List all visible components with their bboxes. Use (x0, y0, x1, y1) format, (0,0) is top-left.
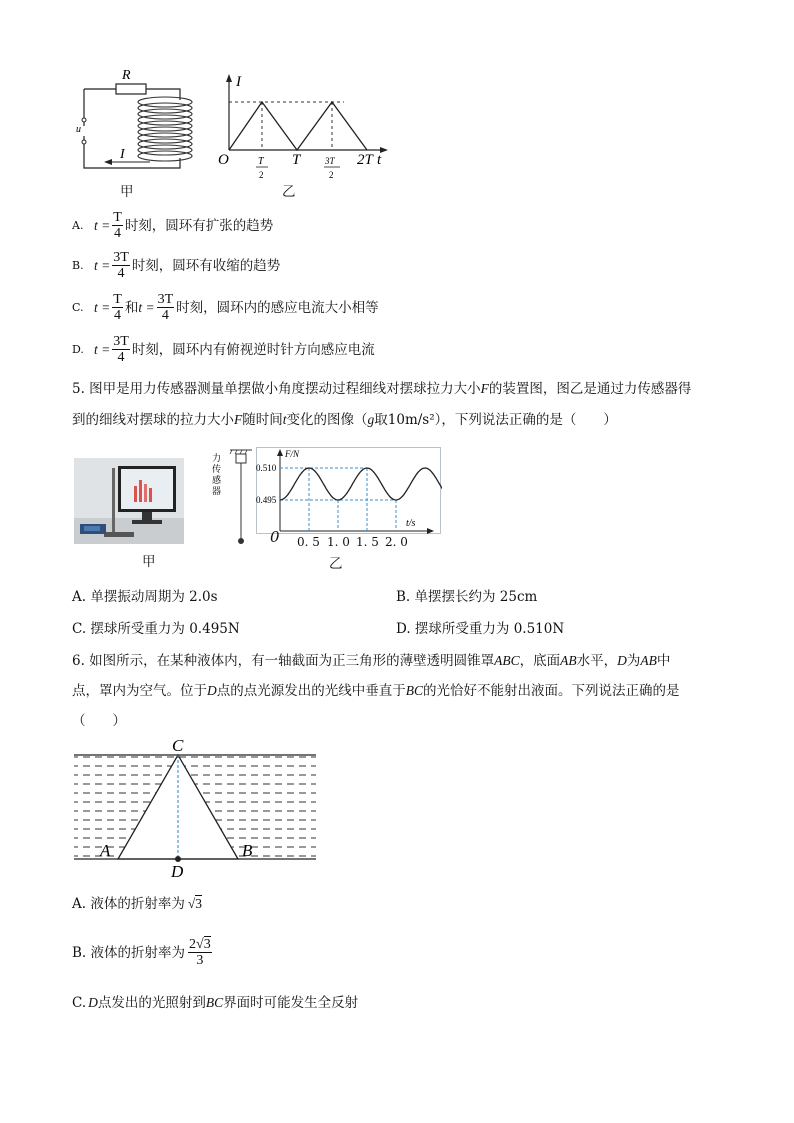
tick-two-t: 2T (357, 152, 373, 168)
q5-figure-yi-label: 乙 (329, 556, 343, 572)
q6-option-c: C. D点发出的光照射到BC界面时可能发生全反射 (72, 995, 359, 1011)
q5-stem-line2: 到的细线对摆球的拉力大小F随时间t变化的图像（g取10m/s²），下列说法正确的是（ ） (72, 412, 617, 428)
q5-option-c: C. 摆球所受重力为 0.495N (72, 621, 240, 637)
tick-half-t-den: 2 (259, 170, 264, 180)
force-x-tick-3: 1. 5 (356, 535, 379, 549)
q5-option-a: A. 单摆振动周期为 2.0s (72, 589, 218, 605)
resistor-label: R (122, 68, 131, 83)
q6-option-a: A. 液体的折射率为 √3 (72, 896, 203, 912)
q6-stem-line1: 6. 如图所示，在某种液体内，有一轴截面为正三角形的薄壁透明圆锥罩ABC，底面AB水平，D为AB中 (72, 653, 671, 669)
force-time-graph (256, 447, 442, 547)
graph-t-axis: t (377, 152, 382, 168)
sensor-char-3: 感 (212, 475, 222, 485)
force-x-tick-1: 0. 5 (297, 535, 320, 549)
force-y-high: 0.510 (256, 463, 277, 473)
q4-option-d: D. t = $\frac{3T}{4}$ 时刻，圆环内有俯视逆时针方向感应电流 (72, 334, 375, 365)
q6-stem-line3: （ ） (72, 713, 126, 729)
figure-yi-label: 乙 (282, 184, 296, 200)
q6-option-b: B. 液体的折射率为 $\frac{2√3}{3}$ (72, 937, 211, 968)
current-graph (214, 70, 394, 185)
sensor-char-2: 传 (212, 464, 222, 474)
tick-t: T (292, 152, 301, 168)
tick-three-half-num: 3T (325, 156, 335, 166)
sensor-char-1: 力 (212, 453, 222, 463)
q5-option-b: B. 单摆摆长约为 25cm (396, 589, 538, 605)
figure-jia-label: 甲 (120, 184, 134, 200)
force-x-tick-2: 1. 0 (327, 535, 350, 549)
q5-figure-jia-label: 甲 (142, 554, 156, 570)
current-label: I (120, 147, 125, 162)
cone-label-c: C (172, 736, 184, 755)
cone-label-b: B (242, 841, 253, 860)
voltage-label: u (76, 124, 81, 135)
pendulum-apparatus-photo (74, 458, 184, 544)
force-y-low: 0.495 (256, 495, 277, 505)
force-x-tick-4: 2. 0 (385, 535, 408, 549)
graph-origin: O (218, 152, 229, 168)
cone-label-a: A (100, 841, 111, 860)
q4-option-a: A. t = $\frac{T}{4}$ 时刻，圆环有扩张的趋势 (72, 210, 274, 241)
cone-label-d: D (171, 862, 184, 880)
tick-half-t: T (258, 156, 264, 167)
q4-option-c: C. t = $\frac{T}{4}$ 和 t = $\frac{3T}{4}$ 时刻，圆环内的感应电流大小相等 (72, 292, 379, 323)
graph-i-axis: I (236, 74, 241, 90)
q5-option-d: D. 摆球所受重力为 0.510N (396, 621, 565, 637)
q6-stem-line2: 点，罩内为空气。位于D点的点光源发出的光线中垂直于BC的光恰好不能射出液面。下列说法正确的是 (72, 683, 680, 699)
q5-stem-line1: 5. 图甲是用力传感器测量单摆做小角度摆动过程细线对摆球拉力大小F的装置图，图乙是通过力传感器得 (72, 381, 692, 397)
circuit-figure (70, 62, 220, 182)
q4-option-b: B. t = $\frac{3T}{4}$ 时刻，圆环有收缩的趋势 (72, 250, 281, 281)
tick-three-half-den: 2 (329, 170, 334, 180)
force-sensor-pendulum (208, 447, 256, 547)
force-origin: 0 (270, 528, 280, 546)
sensor-char-4: 器 (212, 486, 222, 496)
cone-in-liquid-figure (70, 735, 320, 880)
force-x-axis: t/s (406, 518, 416, 529)
force-y-axis: F/N (285, 449, 300, 459)
